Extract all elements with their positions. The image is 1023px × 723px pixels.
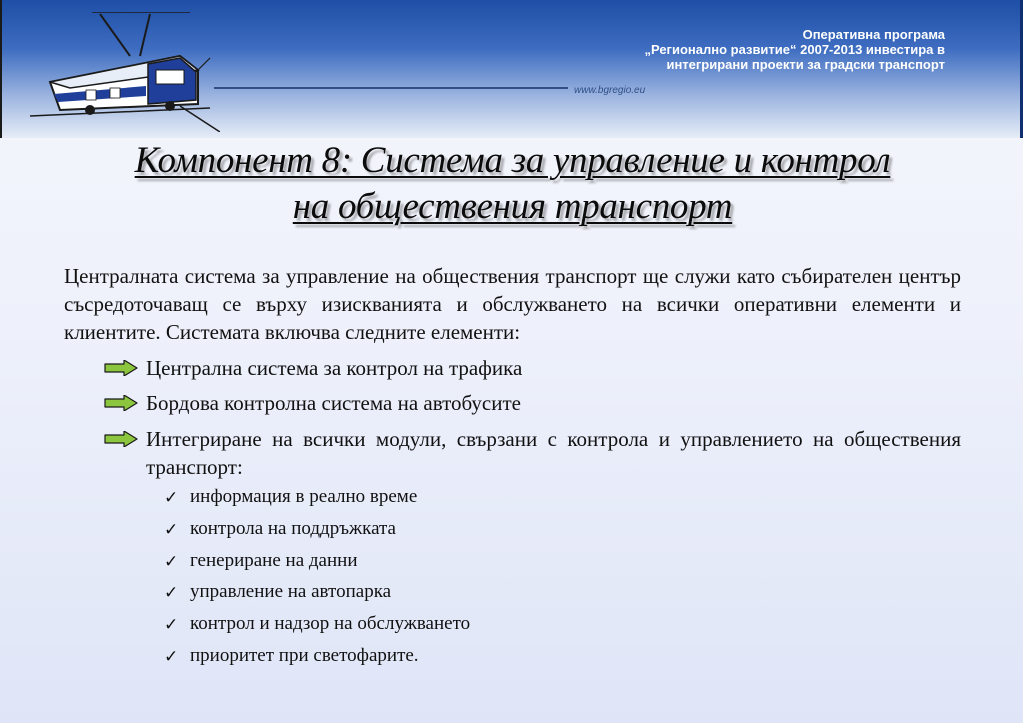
checkmark-icon: ✓ <box>164 615 179 636</box>
bullet-item <box>104 354 961 382</box>
program-text <box>644 27 945 72</box>
sub-item-text: генериране на данни <box>190 549 358 571</box>
sub-item <box>164 517 470 541</box>
arrow-right-icon <box>104 395 138 411</box>
sub-item <box>164 644 470 668</box>
header-left-border <box>0 0 2 138</box>
sub-item-text: управление на автопарка <box>190 581 392 603</box>
checkmark-icon: ✓ <box>164 519 179 540</box>
program-line-2: „Регионално развитие“ 2007-2013 инвестира в <box>644 42 945 57</box>
header-banner <box>0 0 1023 138</box>
bullet-text: Централна система за контрол на трафика <box>146 356 523 380</box>
slide-title-line-2: на обществения транспорт <box>292 186 733 227</box>
website-url[interactable]: www.bgregio.eu <box>574 85 646 96</box>
checkmark-icon: ✓ <box>164 583 179 604</box>
tram-icon <box>30 12 220 132</box>
checkmark-icon: ✓ <box>164 551 179 572</box>
slide-title <box>40 138 985 230</box>
sub-item-text: информация в реално време <box>190 486 418 507</box>
checkmark-icon: ✓ <box>164 488 179 508</box>
slide-title-line-1: Компонент 8: Система за управление и контрол <box>134 140 891 181</box>
bullet-text: Интегриране на всички модули, свързани с контрола и управлението на обществения транспорт: <box>146 427 961 479</box>
program-line-1: Оперативна програма <box>802 27 945 42</box>
sub-item-text: приоритет при светофарите. <box>190 644 419 666</box>
intro-paragraph: Централната система за управление на обществения транспорт ще служи като събирателен център съсредоточаващ се върху изискванията и обслужването на всички оперативни елементи и клиентите. Системата включва следните елементи: <box>64 264 961 344</box>
bullet-item <box>104 425 961 481</box>
bullet-item <box>104 389 961 417</box>
sub-item <box>164 485 470 509</box>
sub-item-text: контрола на поддръжката <box>190 517 396 539</box>
bullet-list <box>104 354 961 481</box>
header-divider <box>214 87 568 89</box>
program-line-3: интегрирани проекти за градски транспорт <box>666 57 945 72</box>
arrow-right-icon <box>104 431 138 447</box>
sub-item <box>164 580 470 604</box>
arrow-right-icon <box>104 360 138 376</box>
sub-item-text: контрол и надзор на обслужването <box>190 613 471 635</box>
sub-item-list <box>164 485 470 676</box>
sub-item <box>164 549 470 573</box>
checkmark-icon: ✓ <box>164 646 179 667</box>
bullet-text: Бордова контролна система на автобусите <box>146 391 521 415</box>
sub-item <box>164 612 470 636</box>
